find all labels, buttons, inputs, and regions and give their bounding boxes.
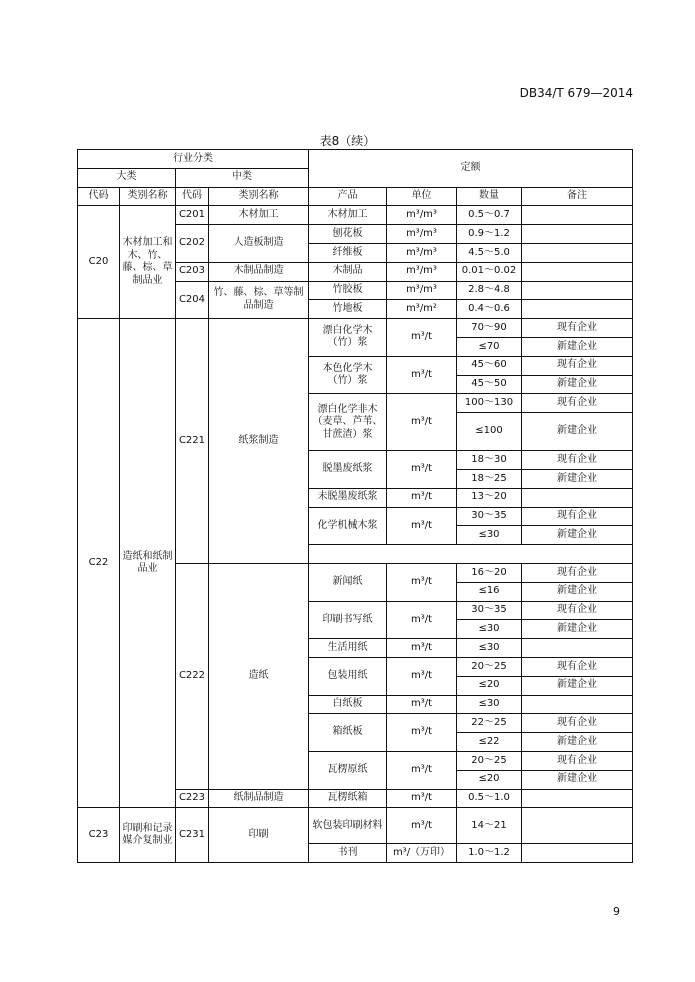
quantity-cell: 14～21 xyxy=(457,808,522,844)
quantity-cell: 45～50 xyxy=(457,375,522,394)
subgroup-code: C223 xyxy=(176,789,209,808)
quantity-cell: 18～25 xyxy=(457,469,522,488)
quantity-cell: 20～25 xyxy=(457,657,522,676)
product-cell: 漂白化学非木（麦草、芦苇、甘蔗渣）浆 xyxy=(309,394,387,451)
quantity-cell: 30～35 xyxy=(457,601,522,620)
remark-cell: 新建企业 xyxy=(522,770,633,789)
group-name: 造纸和纸制品业 xyxy=(120,319,176,808)
remark-cell: 新建企业 xyxy=(522,582,633,601)
quantity-cell: ≤16 xyxy=(457,582,522,601)
product-cell: 新闻纸 xyxy=(309,563,387,601)
unit-cell: m³/t xyxy=(387,657,457,695)
subgroup-code: C203 xyxy=(176,262,209,281)
group-name: 木材加工和木、竹、藤、棕、草制品业 xyxy=(120,206,176,319)
subgroup-name: 纸制品制造 xyxy=(209,789,309,808)
remark-cell xyxy=(522,844,633,863)
remark-cell xyxy=(522,243,633,262)
product-cell: 箱纸板 xyxy=(309,714,387,752)
product-cell: 竹胶板 xyxy=(309,281,387,300)
header-major: 大类 xyxy=(78,168,176,187)
product-cell: 脱墨废纸浆 xyxy=(309,451,387,489)
product-cell: 刨花板 xyxy=(309,225,387,244)
product-cell: 纤维板 xyxy=(309,243,387,262)
quantity-cell: 22～25 xyxy=(457,714,522,733)
remark-cell: 新建企业 xyxy=(522,733,633,752)
subgroup-name: 人造板制造 xyxy=(209,225,309,263)
remark-cell: 新建企业 xyxy=(522,413,633,451)
quantity-cell: ≤70 xyxy=(457,337,522,356)
remark-cell: 现有企业 xyxy=(522,714,633,733)
product-cell: 瓦楞纸箱 xyxy=(309,789,387,808)
quantity-cell: ≤100 xyxy=(457,413,522,451)
remark-cell: 新建企业 xyxy=(522,620,633,639)
unit-cell: m³/t xyxy=(387,563,457,601)
unit-cell: m³/t xyxy=(387,714,457,752)
quantity-cell: 1.0～1.2 xyxy=(457,844,522,863)
document-code: DB34/T 679—2014 xyxy=(519,86,633,100)
unit-cell: m³/m³ xyxy=(387,225,457,244)
quantity-cell: 0.5～0.7 xyxy=(457,206,522,225)
unit-cell: m³/t xyxy=(387,356,457,394)
subgroup-name: 木材加工 xyxy=(209,206,309,225)
unit-cell: m³/t xyxy=(387,394,457,451)
subgroup-code: C221 xyxy=(176,319,209,564)
quantity-cell: ≤30 xyxy=(457,695,522,714)
product-cell: 生活用纸 xyxy=(309,639,387,658)
quota-table xyxy=(77,149,633,863)
subgroup-code: C202 xyxy=(176,225,209,263)
remark-cell xyxy=(522,639,633,658)
unit-cell: m³/m³ xyxy=(387,206,457,225)
quantity-cell: 0.01～0.02 xyxy=(457,262,522,281)
group-code: C22 xyxy=(78,319,120,808)
unit-cell: m³/t xyxy=(387,808,457,844)
unit-cell: m³/t xyxy=(387,751,457,789)
unit-cell: m³/（万印） xyxy=(387,844,457,863)
unit-cell: m³/t xyxy=(387,451,457,489)
product-cell: 化学机械木浆 xyxy=(309,507,387,545)
unit-cell: m³/t xyxy=(387,639,457,658)
remark-cell xyxy=(522,488,633,507)
remark-cell xyxy=(522,695,633,714)
quantity-cell: ≤22 xyxy=(457,733,522,752)
remark-cell xyxy=(522,808,633,844)
table-title: 表8（续） xyxy=(319,134,376,148)
quantity-cell: 18～30 xyxy=(457,451,522,470)
header-medium: 中类 xyxy=(176,168,309,187)
header-code: 代码 xyxy=(176,187,209,206)
remark-cell xyxy=(522,206,633,225)
quantity-cell: ≤30 xyxy=(457,639,522,658)
header-unit: 单位 xyxy=(387,187,457,206)
remark-cell: 现有企业 xyxy=(522,507,633,526)
group-code: C23 xyxy=(78,808,120,863)
remark-cell xyxy=(522,262,633,281)
product-cell: 漂白化学木（竹）浆 xyxy=(309,319,387,357)
subgroup-name: 印刷 xyxy=(209,808,309,863)
subgroup-code: C222 xyxy=(176,563,209,789)
header-industry: 行业分类 xyxy=(78,150,309,169)
quantity-cell: 70～90 xyxy=(457,319,522,338)
header-remark: 备注 xyxy=(522,187,633,206)
header-code: 代码 xyxy=(78,187,120,206)
remark-cell: 新建企业 xyxy=(522,676,633,695)
quantity-cell: 0.5～1.0 xyxy=(457,789,522,808)
quantity-cell: 20～25 xyxy=(457,751,522,770)
quantity-cell: 100～130 xyxy=(457,394,522,413)
unit-cell: m³/m³ xyxy=(387,262,457,281)
quantity-cell: 30～35 xyxy=(457,507,522,526)
remark-cell xyxy=(522,789,633,808)
header-quantity: 数量 xyxy=(457,187,522,206)
remark-cell: 现有企业 xyxy=(522,601,633,620)
page-number: 9 xyxy=(613,905,620,918)
unit-cell: m³/m³ xyxy=(387,281,457,300)
header-category-name: 类别名称 xyxy=(209,187,309,206)
remark-cell: 新建企业 xyxy=(522,469,633,488)
quantity-cell: ≤30 xyxy=(457,526,522,545)
unit-cell: m³/t xyxy=(387,789,457,808)
unit-cell: m³/t xyxy=(387,488,457,507)
quantity-cell: 13～20 xyxy=(457,488,522,507)
quantity-cell: ≤20 xyxy=(457,770,522,789)
unit-cell: m³/t xyxy=(387,601,457,639)
remark-cell: 现有企业 xyxy=(522,319,633,338)
unit-cell: m³/t xyxy=(387,319,457,357)
product-cell: 白纸板 xyxy=(309,695,387,714)
remark-cell: 现有企业 xyxy=(522,356,633,375)
remark-cell: 现有企业 xyxy=(522,657,633,676)
product-cell: 竹地板 xyxy=(309,300,387,319)
quantity-cell: ≤30 xyxy=(457,620,522,639)
product-cell: 木制品 xyxy=(309,262,387,281)
group-name: 印刷和记录媒介复制业 xyxy=(120,808,176,863)
subgroup-code: C204 xyxy=(176,281,209,319)
subgroup-name: 木制品制造 xyxy=(209,262,309,281)
quantity-cell: ≤20 xyxy=(457,676,522,695)
product-cell: 瓦楞原纸 xyxy=(309,751,387,789)
quantity-cell: 0.9～1.2 xyxy=(457,225,522,244)
product-cell: 本色化学木（竹）浆 xyxy=(309,356,387,394)
subgroup-code: C231 xyxy=(176,808,209,863)
unit-cell: m³/t xyxy=(387,507,457,545)
subgroup-code: C201 xyxy=(176,206,209,225)
header-product: 产品 xyxy=(309,187,387,206)
subgroup-name: 竹、藤、棕、草等制品制造 xyxy=(209,281,309,319)
subgroup-name: 造纸 xyxy=(209,563,309,789)
quantity-cell: 45～60 xyxy=(457,356,522,375)
product-cell: 软包装印刷材料 xyxy=(309,808,387,844)
unit-cell: m³/m³ xyxy=(387,243,457,262)
remark-cell: 新建企业 xyxy=(522,375,633,394)
remark-cell xyxy=(522,281,633,300)
quantity-cell: 16～20 xyxy=(457,563,522,582)
remark-cell: 新建企业 xyxy=(522,337,633,356)
product-cell: 未脱墨废纸浆 xyxy=(309,488,387,507)
group-code: C20 xyxy=(78,206,120,319)
remark-cell: 现有企业 xyxy=(522,394,633,413)
quantity-cell: 0.4～0.6 xyxy=(457,300,522,319)
product-cell: 包装用纸 xyxy=(309,657,387,695)
remark-cell xyxy=(522,300,633,319)
quantity-cell: 2.8～4.8 xyxy=(457,281,522,300)
remark-cell: 现有企业 xyxy=(522,451,633,470)
remark-cell: 现有企业 xyxy=(522,563,633,582)
subgroup-name: 纸浆制造 xyxy=(209,319,309,564)
header-quota: 定额 xyxy=(309,150,633,188)
header-category-name: 类别名称 xyxy=(120,187,176,206)
product-cell: 书刊 xyxy=(309,844,387,863)
remark-cell: 现有企业 xyxy=(522,751,633,770)
remark-cell xyxy=(522,225,633,244)
product-cell: 印刷书写纸 xyxy=(309,601,387,639)
quantity-cell: 4.5～5.0 xyxy=(457,243,522,262)
product-cell: 木材加工 xyxy=(309,206,387,225)
remark-cell: 新建企业 xyxy=(522,526,633,545)
unit-cell: m³/m² xyxy=(387,300,457,319)
unit-cell: m³/t xyxy=(387,695,457,714)
